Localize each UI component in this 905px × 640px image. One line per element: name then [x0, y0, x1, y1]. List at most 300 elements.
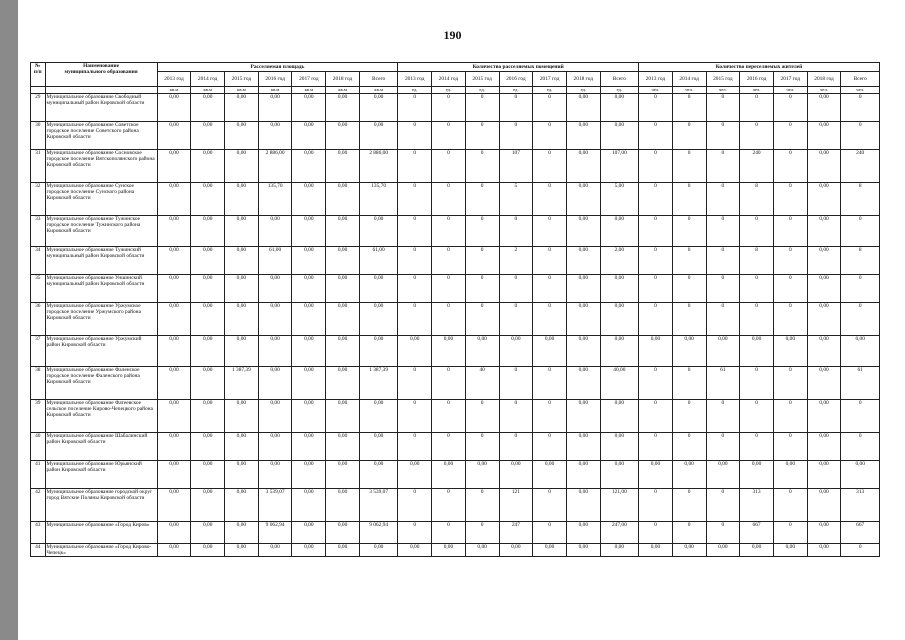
- cell-units: 0: [432, 367, 466, 400]
- cell-people: 667: [841, 522, 880, 544]
- cell-people: 0: [773, 247, 807, 275]
- header-number: [31, 63, 46, 87]
- cell-people: 0,00: [807, 122, 841, 150]
- cell-area: 135,70: [359, 183, 397, 216]
- cell-units: 0,00: [499, 336, 533, 367]
- cell-units: 0: [398, 122, 432, 150]
- cell-units: 0: [499, 367, 533, 400]
- cell-people: 0: [740, 275, 774, 303]
- cell-people: 0: [706, 94, 740, 122]
- cell-units: 0: [398, 303, 432, 336]
- cell-people: 0,00: [807, 489, 841, 522]
- cell-area: 0,00: [258, 367, 292, 400]
- cell-area: 0,00: [191, 544, 225, 557]
- cell-area: 3 539,07: [258, 489, 292, 522]
- cell-people: 0: [639, 522, 673, 544]
- municipality-name: Муниципальное образование Фатеевское сельское поселение Кирово-Чепецкого района Кировской области: [45, 400, 157, 433]
- cell-people: 0: [740, 216, 774, 247]
- cell-people: 0,00: [672, 336, 706, 367]
- row-number: 41: [31, 461, 46, 489]
- cell-area: 0,00: [359, 544, 397, 557]
- cell-area: 0,00: [292, 94, 326, 122]
- cell-area: 0,00: [225, 461, 259, 489]
- cell-area: 0,00: [326, 247, 360, 275]
- cell-people: 0: [706, 247, 740, 275]
- row-number: 42: [31, 489, 46, 522]
- cell-area: 0,00: [326, 433, 360, 461]
- cell-people: 0: [672, 94, 706, 122]
- cell-units: 0: [432, 183, 466, 216]
- header-group3: Количество переселяемых жителей: [639, 63, 880, 72]
- header-unit: чел.: [639, 87, 673, 94]
- table-row: [31, 400, 880, 433]
- cell-units: 0,00: [465, 544, 499, 557]
- cell-area: 0,00: [326, 303, 360, 336]
- cell-people: 61: [841, 367, 880, 400]
- header-unit: чел.: [740, 87, 774, 94]
- cell-people: 0: [773, 522, 807, 544]
- cell-area: 0,00: [191, 489, 225, 522]
- cell-area: 0,00: [326, 367, 360, 400]
- header-year: 2015 год: [465, 72, 499, 87]
- cell-people: 0,00: [773, 336, 807, 367]
- cell-units: 0: [432, 433, 466, 461]
- cell-people: 0: [639, 367, 673, 400]
- cell-people: 0: [639, 216, 673, 247]
- cell-units: 0,00: [566, 303, 600, 336]
- cell-units: 0: [432, 303, 466, 336]
- table-row: [31, 336, 880, 367]
- cell-people: 0: [672, 433, 706, 461]
- cell-units: 0: [533, 122, 567, 150]
- cell-area: 0,00: [326, 183, 360, 216]
- cell-area: 0,00: [225, 522, 259, 544]
- header-unit: ед.: [499, 87, 533, 94]
- cell-people: 313: [740, 489, 774, 522]
- cell-units: 0,00: [600, 275, 638, 303]
- cell-people: 0: [639, 247, 673, 275]
- cell-area: 0,00: [191, 461, 225, 489]
- cell-area: 0,00: [292, 367, 326, 400]
- header-unit: чел.: [807, 87, 841, 94]
- cell-people: 0: [773, 275, 807, 303]
- table-row: [31, 94, 880, 122]
- cell-people: 0: [773, 122, 807, 150]
- cell-units: 247: [499, 522, 533, 544]
- cell-area: 61,00: [258, 247, 292, 275]
- cell-units: 0,00: [499, 544, 533, 557]
- cell-area: 0,00: [258, 122, 292, 150]
- cell-people: 0: [672, 183, 706, 216]
- row-number: 31: [31, 150, 46, 183]
- cell-units: 0,00: [566, 247, 600, 275]
- cell-area: 0,00: [157, 303, 191, 336]
- cell-people: 0,00: [807, 94, 841, 122]
- cell-area: 0,00: [191, 400, 225, 433]
- cell-units: 0,00: [566, 522, 600, 544]
- cell-people: 0: [639, 400, 673, 433]
- row-number: 33: [31, 216, 46, 247]
- cell-units: 0: [432, 489, 466, 522]
- cell-units: 107: [499, 150, 533, 183]
- row-number: 34: [31, 247, 46, 275]
- header-year: 2015 год: [225, 72, 259, 87]
- cell-units: 0: [499, 400, 533, 433]
- cell-area: 0,00: [326, 544, 360, 557]
- cell-area: 0,00: [157, 94, 191, 122]
- cell-area: 0,00: [292, 183, 326, 216]
- cell-units: 0,00: [398, 544, 432, 557]
- cell-people: 0: [672, 489, 706, 522]
- cell-area: 0,00: [326, 400, 360, 433]
- cell-units: 0: [465, 247, 499, 275]
- table-row: [31, 544, 880, 557]
- cell-area: 0,00: [225, 336, 259, 367]
- cell-people: 0,00: [706, 544, 740, 557]
- cell-people: 0: [773, 94, 807, 122]
- cell-units: 0,00: [533, 544, 567, 557]
- cell-area: 0,00: [292, 336, 326, 367]
- cell-area: 2 886,00: [359, 150, 397, 183]
- cell-area: 0,00: [292, 122, 326, 150]
- cell-units: 0,00: [533, 461, 567, 489]
- table-row: [31, 247, 880, 275]
- municipality-name: Муниципальное образование Уржумский район Кировской области: [45, 336, 157, 367]
- cell-units: 0: [499, 275, 533, 303]
- cell-people: 0: [706, 150, 740, 183]
- cell-people: 0: [740, 303, 774, 336]
- table-row: [31, 150, 880, 183]
- cell-people: 0: [773, 367, 807, 400]
- cell-units: 0: [533, 367, 567, 400]
- cell-area: 0,00: [225, 216, 259, 247]
- header-unit: чел.: [841, 87, 880, 94]
- cell-area: 0,00: [225, 400, 259, 433]
- cell-people: 0,00: [807, 303, 841, 336]
- cell-area: 0,00: [225, 150, 259, 183]
- cell-units: 0: [533, 150, 567, 183]
- cell-units: 0: [432, 247, 466, 275]
- cell-people: 0: [841, 544, 880, 557]
- cell-area: 0,00: [258, 275, 292, 303]
- cell-area: 0,00: [157, 461, 191, 489]
- cell-area: 0,00: [191, 216, 225, 247]
- cell-area: 0,00: [292, 489, 326, 522]
- cell-area: 0,00: [326, 489, 360, 522]
- cell-people: 0: [706, 275, 740, 303]
- cell-people: 0,00: [672, 461, 706, 489]
- header-year: 2017 год: [773, 72, 807, 87]
- header-name: [45, 63, 157, 87]
- cell-units: 0,00: [566, 367, 600, 400]
- cell-people: 0: [672, 247, 706, 275]
- header-unit: кв.м: [359, 87, 397, 94]
- cell-units: 0: [533, 433, 567, 461]
- header-unit: кв.м: [225, 87, 259, 94]
- cell-units: 0: [432, 522, 466, 544]
- row-number: 36: [31, 303, 46, 336]
- header-year: 2013 год: [157, 72, 191, 87]
- municipality-name: Муниципальное образование Тужинский муниципальный район Кировской области: [45, 247, 157, 275]
- cell-people: 0: [773, 489, 807, 522]
- header-unit: чел.: [706, 87, 740, 94]
- cell-units: 0: [398, 489, 432, 522]
- cell-area: 0,00: [157, 336, 191, 367]
- cell-area: 0,00: [258, 303, 292, 336]
- cell-area: 0,00: [359, 94, 397, 122]
- cell-area: 0,00: [326, 122, 360, 150]
- header-year: Всего: [600, 72, 638, 87]
- cell-units: 0: [465, 150, 499, 183]
- cell-people: 0: [841, 94, 880, 122]
- cell-people: 0: [639, 303, 673, 336]
- cell-area: 1 387,39: [225, 367, 259, 400]
- cell-people: 0,00: [639, 336, 673, 367]
- row-number: 40: [31, 433, 46, 461]
- cell-people: 8: [740, 183, 774, 216]
- cell-units: 0,00: [600, 336, 638, 367]
- cell-area: 0,00: [258, 400, 292, 433]
- cell-area: 0,00: [326, 150, 360, 183]
- cell-units: 0: [499, 122, 533, 150]
- cell-units: 0,00: [499, 461, 533, 489]
- cell-units: 0,00: [600, 94, 638, 122]
- cell-people: 0: [773, 216, 807, 247]
- cell-area: 0,00: [191, 367, 225, 400]
- header-year: 2013 год: [639, 72, 673, 87]
- cell-people: 0,00: [807, 400, 841, 433]
- municipality-name: Муниципальное образование Шабалинский район Кировской области: [45, 433, 157, 461]
- cell-units: 0: [499, 433, 533, 461]
- cell-units: 0: [432, 400, 466, 433]
- cell-area: 0,00: [292, 461, 326, 489]
- header-unit: ед.: [465, 87, 499, 94]
- cell-people: 0: [773, 150, 807, 183]
- cell-people: 0,00: [841, 461, 880, 489]
- cell-units: 0: [465, 522, 499, 544]
- cell-area: 0,00: [225, 94, 259, 122]
- cell-people: 0: [740, 367, 774, 400]
- header-year: 2014 год: [432, 72, 466, 87]
- cell-people: 0: [706, 400, 740, 433]
- cell-people: 61: [706, 367, 740, 400]
- cell-people: 0: [773, 433, 807, 461]
- cell-units: 0: [432, 122, 466, 150]
- cell-people: 0,00: [740, 461, 774, 489]
- header-unit: кв.м: [326, 87, 360, 94]
- cell-units: 0,00: [566, 216, 600, 247]
- header-year: 2013 год: [398, 72, 432, 87]
- cell-people: 0,00: [807, 367, 841, 400]
- cell-units: 0,00: [566, 275, 600, 303]
- header-year: 2018 год: [566, 72, 600, 87]
- cell-units: 0,00: [566, 544, 600, 557]
- cell-people: 240: [740, 150, 774, 183]
- cell-people: 0: [639, 150, 673, 183]
- cell-units: 2,00: [600, 247, 638, 275]
- header-unit: ед.: [432, 87, 466, 94]
- cell-people: 0: [740, 122, 774, 150]
- cell-area: 0,00: [191, 522, 225, 544]
- cell-units: 0: [432, 94, 466, 122]
- cell-people: 0,00: [807, 183, 841, 216]
- cell-people: 0,00: [807, 544, 841, 557]
- header-unit: ед.: [566, 87, 600, 94]
- header-year: Всего: [359, 72, 397, 87]
- cell-people: 0: [841, 400, 880, 433]
- header-pp: п/п: [33, 69, 42, 75]
- cell-area: 0,00: [359, 461, 397, 489]
- cell-area: 0,00: [157, 522, 191, 544]
- cell-people: 0: [706, 522, 740, 544]
- cell-area: 3 539,07: [359, 489, 397, 522]
- header-unit: чел.: [773, 87, 807, 94]
- cell-people: 0,00: [639, 544, 673, 557]
- municipality-name: Муниципальное образование Уншинский муниципальный район Кировской области: [45, 275, 157, 303]
- cell-area: 2 886,00: [258, 150, 292, 183]
- cell-area: 0,00: [225, 544, 259, 557]
- cell-units: 0: [398, 183, 432, 216]
- cell-units: 0: [499, 216, 533, 247]
- cell-people: 0,00: [807, 150, 841, 183]
- cell-units: 0: [533, 275, 567, 303]
- cell-area: 0,00: [326, 216, 360, 247]
- cell-people: 0,00: [807, 461, 841, 489]
- cell-area: 0,00: [359, 303, 397, 336]
- cell-area: 0,00: [292, 544, 326, 557]
- cell-area: 0,00: [191, 275, 225, 303]
- header-unit: кв.м: [157, 87, 191, 94]
- cell-people: 0: [672, 216, 706, 247]
- table-row: [31, 216, 880, 247]
- cell-units: 0: [398, 275, 432, 303]
- cell-units: 0: [465, 303, 499, 336]
- cell-units: 0: [499, 94, 533, 122]
- municipality-name: Муниципальное образование Свободный муниципальный район Кировской области: [45, 94, 157, 122]
- cell-units: 0: [499, 303, 533, 336]
- cell-area: 0,00: [359, 433, 397, 461]
- cell-area: 0,00: [191, 150, 225, 183]
- cell-people: 0: [841, 122, 880, 150]
- cell-area: 0,00: [157, 122, 191, 150]
- cell-area: 0,00: [225, 122, 259, 150]
- header-no: №: [35, 63, 41, 69]
- cell-area: 0,00: [359, 400, 397, 433]
- cell-area: 0,00: [359, 336, 397, 367]
- header-unit: кв.м: [258, 87, 292, 94]
- cell-area: 0,00: [191, 336, 225, 367]
- unit-blank: [45, 87, 157, 94]
- row-number: 39: [31, 400, 46, 433]
- header-unit: чел.: [672, 87, 706, 94]
- cell-units: 0,00: [600, 461, 638, 489]
- cell-units: 247,00: [600, 522, 638, 544]
- cell-area: 0,00: [326, 336, 360, 367]
- header-year: 2016 год: [740, 72, 774, 87]
- cell-units: 0,00: [398, 461, 432, 489]
- header-year: 2015 год: [706, 72, 740, 87]
- header-year: Всего: [841, 72, 880, 87]
- cell-area: 0,00: [359, 275, 397, 303]
- cell-units: 0: [465, 216, 499, 247]
- cell-area: 0,00: [225, 489, 259, 522]
- cell-people: 0: [841, 216, 880, 247]
- cell-units: 0,00: [600, 216, 638, 247]
- cell-units: 0: [465, 183, 499, 216]
- header-year: 2018 год: [807, 72, 841, 87]
- cell-units: 0,00: [600, 400, 638, 433]
- cell-area: 9 062,94: [359, 522, 397, 544]
- cell-units: 0: [533, 489, 567, 522]
- cell-units: 0,00: [432, 544, 466, 557]
- cell-area: 0,00: [292, 275, 326, 303]
- cell-area: 0,00: [292, 400, 326, 433]
- cell-area: 0,00: [157, 150, 191, 183]
- cell-units: 0: [465, 275, 499, 303]
- cell-area: 0,00: [258, 216, 292, 247]
- cell-units: 0,00: [465, 461, 499, 489]
- cell-people: 0,00: [740, 544, 774, 557]
- cell-people: 8: [841, 183, 880, 216]
- cell-area: 0,00: [225, 183, 259, 216]
- cell-people: 0: [706, 489, 740, 522]
- table-row: [31, 367, 880, 400]
- header-year: 2014 год: [191, 72, 225, 87]
- cell-people: 0: [841, 433, 880, 461]
- cell-units: 0: [398, 216, 432, 247]
- cell-units: 0: [533, 247, 567, 275]
- header-year: 2017 год: [533, 72, 567, 87]
- cell-units: 0: [533, 522, 567, 544]
- cell-units: 0: [398, 400, 432, 433]
- cell-people: 0: [639, 275, 673, 303]
- cell-units: 0,00: [566, 433, 600, 461]
- row-number: 29: [31, 94, 46, 122]
- cell-people: 0: [773, 183, 807, 216]
- cell-area: 1 387,39: [359, 367, 397, 400]
- cell-area: 135,70: [258, 183, 292, 216]
- cell-people: 0: [706, 216, 740, 247]
- row-number: 44: [31, 544, 46, 557]
- cell-units: 0: [465, 489, 499, 522]
- cell-people: 0,00: [807, 275, 841, 303]
- row-number: 37: [31, 336, 46, 367]
- cell-area: 0,00: [359, 216, 397, 247]
- header-unit: ед.: [533, 87, 567, 94]
- row-number: 43: [31, 522, 46, 544]
- cell-units: 5,00: [600, 183, 638, 216]
- cell-units: 0: [533, 216, 567, 247]
- unit-blank: [31, 87, 46, 94]
- cell-people: 0: [740, 400, 774, 433]
- cell-area: 0,00: [157, 544, 191, 557]
- cell-area: 0,00: [157, 489, 191, 522]
- cell-area: 0,00: [157, 183, 191, 216]
- cell-area: 0,00: [157, 400, 191, 433]
- cell-area: 0,00: [191, 183, 225, 216]
- municipality-name: Муниципальное образование Уржумское городское поселение Уржумского района Кировской области: [45, 303, 157, 336]
- cell-units: 121,00: [600, 489, 638, 522]
- municipality-name: Муниципальное образование Сунское городское поселение Сунского района Кировской области: [45, 183, 157, 216]
- cell-area: 0,00: [225, 303, 259, 336]
- cell-units: 0: [533, 400, 567, 433]
- cell-people: 0: [639, 94, 673, 122]
- cell-people: 0: [672, 522, 706, 544]
- cell-area: 0,00: [225, 247, 259, 275]
- cell-people: 0,00: [841, 336, 880, 367]
- cell-people: 0: [639, 183, 673, 216]
- cell-area: 0,00: [326, 461, 360, 489]
